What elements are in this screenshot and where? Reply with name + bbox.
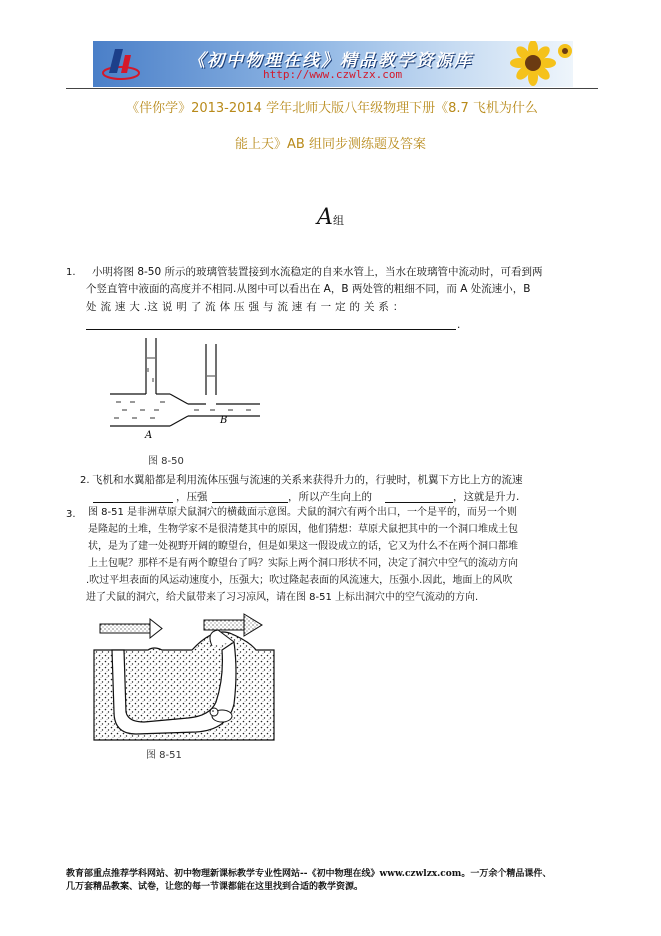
q2-blank-force[interactable] <box>385 491 453 503</box>
q3-line2: 是隆起的土堆，生物学家不是很清楚其中的原因，他们猜想：草原犬鼠把其中的一个洞口堆成土包 <box>88 524 518 535</box>
footer-line1: 教育部重点推荐学科网站、初中物理新课标教学专业性网站--《初中物理在线》www.czwlzx.com。一万余个精品课件、 <box>66 869 552 879</box>
section-label: 组 <box>332 214 344 227</box>
q2-line2-b: ，所以产生向上的 <box>288 491 372 503</box>
q1-answer-blank[interactable] <box>86 318 456 330</box>
q1-number: 1. <box>66 267 76 278</box>
q2-line1: 飞机和水翼船都是利用流体压强与流速的关系来获得升力的，行驶时，机翼下方比上方的流速 <box>92 474 523 486</box>
header-rule <box>66 88 598 89</box>
q1-line2: 个竖直管中液面的高度并不相同.从图中可以看出在 A，B 两处管的粗细不同，而 A 处流速小，B <box>86 283 531 295</box>
q3-line5: .吹过平坦表面的风运动速度小，压强大；吹过隆起表面的风流速大，压强小.因此，地面上的风吹 <box>86 575 513 586</box>
q2-number: 2. <box>80 475 90 486</box>
figure-8-50-tube-diagram <box>110 338 260 448</box>
q3-number: 3. <box>66 509 76 520</box>
q2-blank-speed[interactable] <box>93 491 173 503</box>
figure-8-51-burrow-diagram <box>92 612 278 742</box>
q3-line6: 进了犬鼠的洞穴，给犬鼠带来了习习凉风，请在图 8-51 上标出洞穴中的空气流动的方向. <box>86 592 479 603</box>
figure-8-51-caption: 图 8-51 <box>146 750 182 761</box>
header-banner <box>93 41 573 87</box>
q2-line2-c: ，这就是升力. <box>453 491 520 503</box>
wind-arrow-left-icon <box>100 619 162 638</box>
q3-line3: 状，是为了建一处视野开阔的瞭望台，但是如果这一假设成立的话，它又为什么不在两个洞口都堆 <box>88 541 518 552</box>
figure-8-50-caption: 图 8-50 <box>148 456 184 467</box>
document-title-line2: 能上天》AB 组同步测练题及答案 <box>235 137 426 152</box>
banner-url[interactable]: http://www.czwlzx.com <box>263 68 403 81</box>
label-a: A <box>145 430 153 441</box>
section-letter: A <box>317 205 333 230</box>
sunflower-icon <box>503 41 573 87</box>
document-title-line1: 《伴你学》2013-2014 学年北师大版八年级物理下册《8.7 飞机为什么 <box>126 101 538 116</box>
q1-line1: 小明将图 8-50 所示的玻璃管装置接到水流稳定的自来水管上，当水在玻璃管中流动时，可看到两 <box>92 266 543 278</box>
q1-line3: 处 流 速 大 .这 说 明 了 流 体 压 强 与 流 速 有 一 定 的 关 系 ： <box>86 301 404 313</box>
q3-line1: 图 8-51 是非洲草原犬鼠洞穴的横截面示意图。犬鼠的洞穴有两个出口，一个是平的，而另一个则 <box>88 507 518 518</box>
section-heading <box>0 205 661 230</box>
footer-line2: 几万套精品教案、试卷，让您的每一节课都能在这里找到合适的教学资源。 <box>66 882 364 892</box>
banner-title: 《初中物理在线》精品教学资源库 <box>188 51 473 71</box>
q1-line4-end: . <box>457 319 461 331</box>
site-logo-icon <box>101 43 141 85</box>
label-b: B <box>220 415 228 426</box>
q2-blank-pressure[interactable] <box>212 491 288 503</box>
q2-line2-a: ，压强 <box>176 491 208 503</box>
q3-line4: 上土包呢？那样不是有两个瞭望台了吗？实际上两个洞口形状不同，决定了洞穴中空气的流动方向 <box>88 558 518 569</box>
